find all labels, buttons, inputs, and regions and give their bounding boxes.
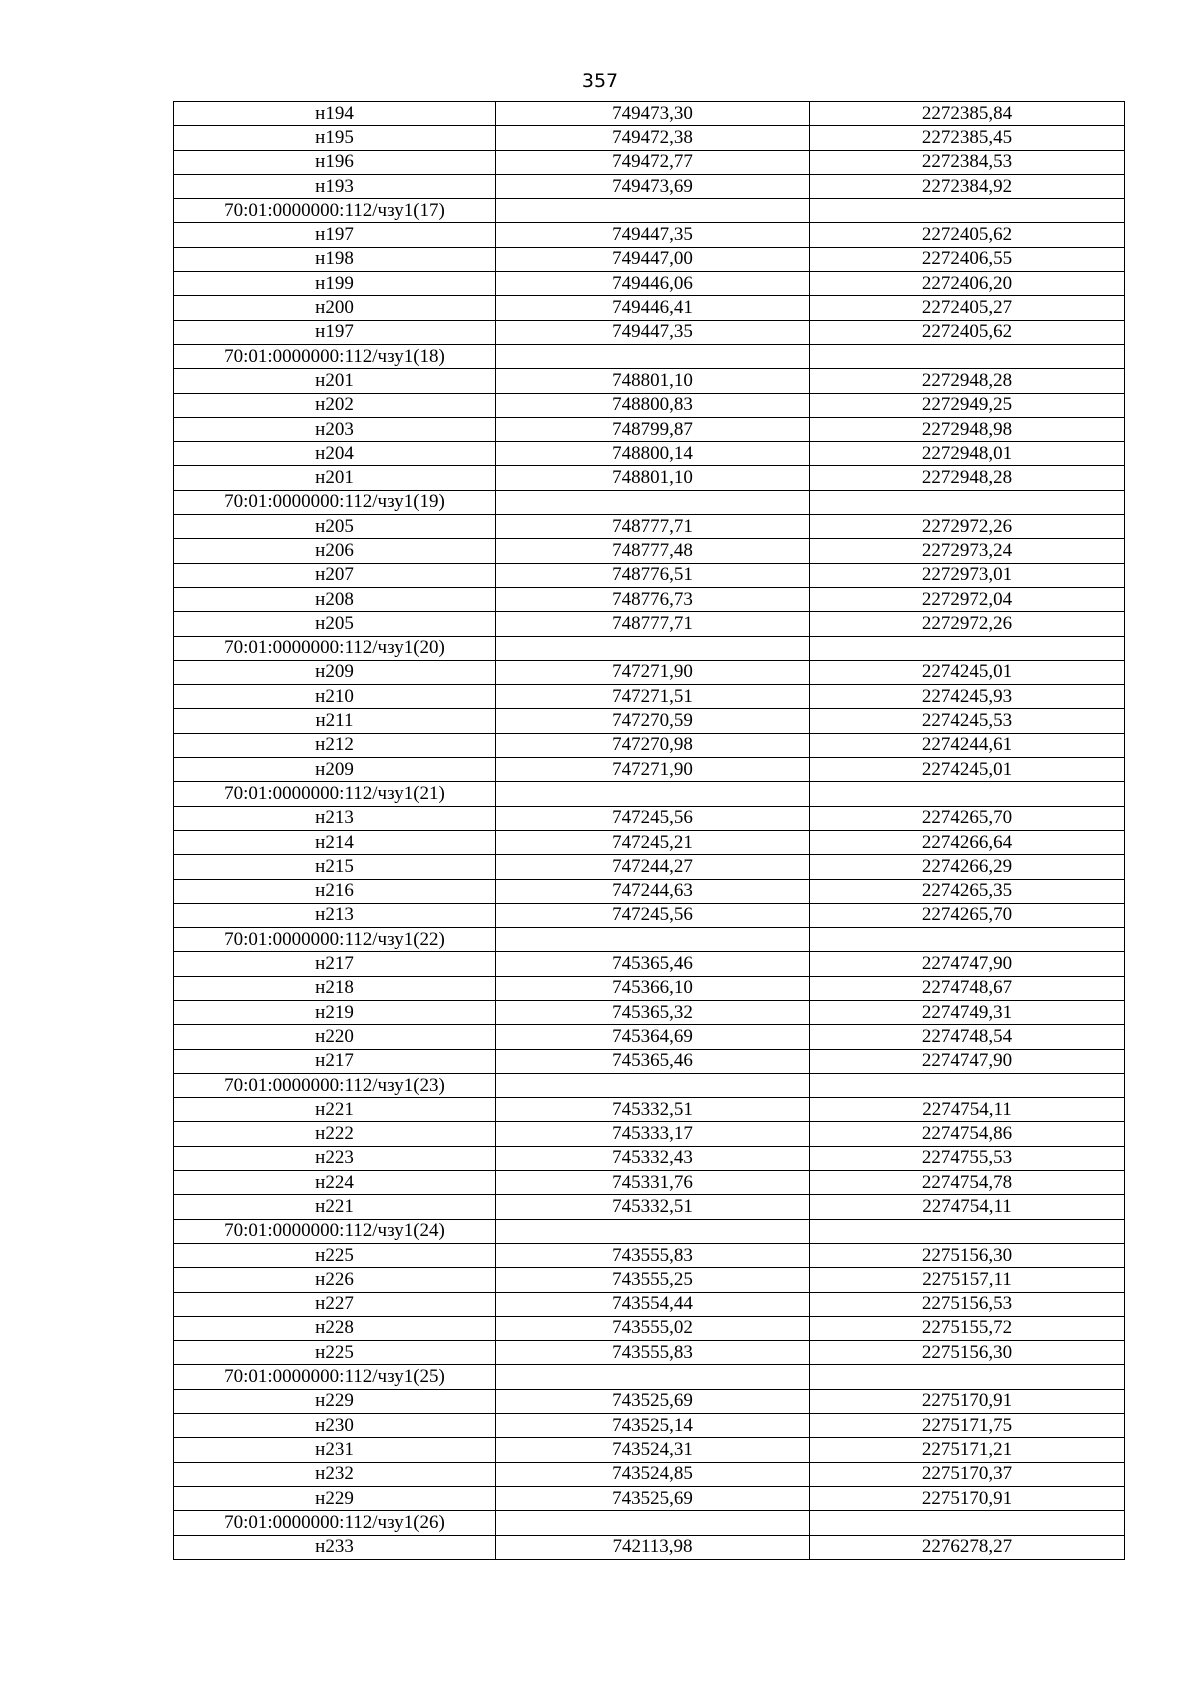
point-name-cell: н223 — [174, 1146, 496, 1170]
table-row — [174, 612, 1125, 636]
y-coordinate-cell: 2272406,55 — [810, 247, 1125, 271]
point-name-cell: н199 — [174, 272, 496, 296]
point-name-cell: н207 — [174, 563, 496, 587]
x-coordinate-cell: 748777,71 — [496, 612, 810, 636]
table-row — [174, 660, 1125, 684]
table-row — [174, 1025, 1125, 1049]
y-coordinate-cell: 2272384,92 — [810, 174, 1125, 198]
empty-cell — [496, 782, 810, 806]
empty-cell — [496, 1219, 810, 1243]
table-row — [174, 1243, 1125, 1267]
table-row — [174, 296, 1125, 320]
empty-cell — [810, 344, 1125, 368]
point-name-cell: н202 — [174, 393, 496, 417]
x-coordinate-cell: 745332,43 — [496, 1146, 810, 1170]
y-coordinate-cell: 2272949,25 — [810, 393, 1125, 417]
table-row — [174, 1268, 1125, 1292]
y-coordinate-cell: 2275171,21 — [810, 1438, 1125, 1462]
point-name-cell: н213 — [174, 903, 496, 927]
x-coordinate-cell: 747271,90 — [496, 758, 810, 782]
point-name-cell: н218 — [174, 976, 496, 1000]
table-row — [174, 442, 1125, 466]
section-label: 70:01:0000000:112/чзу1(26) — [174, 1511, 496, 1535]
table-row — [174, 1462, 1125, 1486]
table-row — [174, 903, 1125, 927]
empty-cell — [810, 782, 1125, 806]
table-row — [174, 1098, 1125, 1122]
point-name-cell: н198 — [174, 247, 496, 271]
y-coordinate-cell: 2274265,70 — [810, 903, 1125, 927]
point-name-cell: н221 — [174, 1195, 496, 1219]
table-row — [174, 1195, 1125, 1219]
point-name-cell: н220 — [174, 1025, 496, 1049]
point-name-cell: н227 — [174, 1292, 496, 1316]
point-name-cell: н208 — [174, 587, 496, 611]
x-coordinate-cell: 748777,71 — [496, 515, 810, 539]
x-coordinate-cell: 747245,56 — [496, 903, 810, 927]
y-coordinate-cell: 2275170,91 — [810, 1486, 1125, 1510]
y-coordinate-cell: 2274749,31 — [810, 1000, 1125, 1024]
x-coordinate-cell: 745365,32 — [496, 1000, 810, 1024]
x-coordinate-cell: 748776,73 — [496, 587, 810, 611]
point-name-cell: н209 — [174, 758, 496, 782]
empty-cell — [810, 490, 1125, 514]
table-row — [174, 174, 1125, 198]
page-number: 357 — [581, 70, 619, 92]
x-coordinate-cell: 743525,69 — [496, 1389, 810, 1413]
y-coordinate-cell: 2274244,61 — [810, 733, 1125, 757]
section-row — [174, 782, 1125, 806]
point-name-cell: н217 — [174, 1049, 496, 1073]
x-coordinate-cell: 743555,83 — [496, 1341, 810, 1365]
x-coordinate-cell: 743525,69 — [496, 1486, 810, 1510]
y-coordinate-cell: 2272948,28 — [810, 369, 1125, 393]
section-row — [174, 199, 1125, 223]
point-name-cell: н201 — [174, 466, 496, 490]
table-row — [174, 1146, 1125, 1170]
table-row — [174, 1049, 1125, 1073]
table-row — [174, 733, 1125, 757]
x-coordinate-cell: 745364,69 — [496, 1025, 810, 1049]
table-row — [174, 952, 1125, 976]
point-name-cell: н211 — [174, 709, 496, 733]
y-coordinate-cell: 2272405,62 — [810, 223, 1125, 247]
point-name-cell: н210 — [174, 685, 496, 709]
point-name-cell: н228 — [174, 1316, 496, 1340]
empty-cell — [496, 1073, 810, 1097]
y-coordinate-cell: 2275170,37 — [810, 1462, 1125, 1486]
table-row — [174, 563, 1125, 587]
y-coordinate-cell: 2272973,01 — [810, 563, 1125, 587]
y-coordinate-cell: 2274265,70 — [810, 806, 1125, 830]
table-row — [174, 417, 1125, 441]
x-coordinate-cell: 749447,00 — [496, 247, 810, 271]
table-row — [174, 855, 1125, 879]
section-row — [174, 1365, 1125, 1389]
empty-cell — [496, 1511, 810, 1535]
y-coordinate-cell: 2274754,11 — [810, 1098, 1125, 1122]
x-coordinate-cell: 749447,35 — [496, 223, 810, 247]
x-coordinate-cell: 742113,98 — [496, 1535, 810, 1559]
point-name-cell: н193 — [174, 174, 496, 198]
point-name-cell: н214 — [174, 830, 496, 854]
point-name-cell: н205 — [174, 612, 496, 636]
x-coordinate-cell: 749446,41 — [496, 296, 810, 320]
x-coordinate-cell: 743555,83 — [496, 1243, 810, 1267]
table-row — [174, 272, 1125, 296]
point-name-cell: н222 — [174, 1122, 496, 1146]
point-name-cell: н215 — [174, 855, 496, 879]
y-coordinate-cell: 2272948,01 — [810, 442, 1125, 466]
point-name-cell: н225 — [174, 1243, 496, 1267]
point-name-cell: н216 — [174, 879, 496, 903]
section-row — [174, 928, 1125, 952]
y-coordinate-cell: 2272385,45 — [810, 126, 1125, 150]
y-coordinate-cell: 2274747,90 — [810, 1049, 1125, 1073]
table-row — [174, 515, 1125, 539]
table-row — [174, 1438, 1125, 1462]
x-coordinate-cell: 745332,51 — [496, 1098, 810, 1122]
section-label: 70:01:0000000:112/чзу1(21) — [174, 782, 496, 806]
point-name-cell: н229 — [174, 1389, 496, 1413]
x-coordinate-cell: 745365,46 — [496, 1049, 810, 1073]
y-coordinate-cell: 2275170,91 — [810, 1389, 1125, 1413]
x-coordinate-cell: 745365,46 — [496, 952, 810, 976]
table-row — [174, 1389, 1125, 1413]
x-coordinate-cell: 749473,69 — [496, 174, 810, 198]
section-label: 70:01:0000000:112/чзу1(19) — [174, 490, 496, 514]
y-coordinate-cell: 2275171,75 — [810, 1414, 1125, 1438]
table-row — [174, 369, 1125, 393]
section-label: 70:01:0000000:112/чзу1(18) — [174, 344, 496, 368]
y-coordinate-cell: 2274748,67 — [810, 976, 1125, 1000]
empty-cell — [810, 199, 1125, 223]
table-row — [174, 126, 1125, 150]
table-row — [174, 587, 1125, 611]
x-coordinate-cell: 747244,63 — [496, 879, 810, 903]
y-coordinate-cell: 2272972,26 — [810, 612, 1125, 636]
point-name-cell: н233 — [174, 1535, 496, 1559]
table-row — [174, 466, 1125, 490]
y-coordinate-cell: 2275156,53 — [810, 1292, 1125, 1316]
x-coordinate-cell: 743554,44 — [496, 1292, 810, 1316]
point-name-cell: н196 — [174, 150, 496, 174]
point-name-cell: н213 — [174, 806, 496, 830]
point-name-cell: н224 — [174, 1171, 496, 1195]
y-coordinate-cell: 2272972,04 — [810, 587, 1125, 611]
section-row — [174, 344, 1125, 368]
x-coordinate-cell: 745366,10 — [496, 976, 810, 1000]
table-row — [174, 150, 1125, 174]
x-coordinate-cell: 747244,27 — [496, 855, 810, 879]
x-coordinate-cell: 747270,98 — [496, 733, 810, 757]
y-coordinate-cell: 2275157,11 — [810, 1268, 1125, 1292]
x-coordinate-cell: 748801,10 — [496, 369, 810, 393]
table-row — [174, 393, 1125, 417]
empty-cell — [496, 490, 810, 514]
y-coordinate-cell: 2276278,27 — [810, 1535, 1125, 1559]
table-row — [174, 1000, 1125, 1024]
x-coordinate-cell: 748776,51 — [496, 563, 810, 587]
table-row — [174, 1341, 1125, 1365]
x-coordinate-cell: 748801,10 — [496, 466, 810, 490]
y-coordinate-cell: 2272406,20 — [810, 272, 1125, 296]
x-coordinate-cell: 745333,17 — [496, 1122, 810, 1146]
point-name-cell: н206 — [174, 539, 496, 563]
table-row — [174, 976, 1125, 1000]
y-coordinate-cell: 2272405,27 — [810, 296, 1125, 320]
table-row — [174, 1316, 1125, 1340]
coordinates-table — [173, 101, 1125, 1560]
y-coordinate-cell: 2275156,30 — [810, 1341, 1125, 1365]
section-label: 70:01:0000000:112/чзу1(25) — [174, 1365, 496, 1389]
y-coordinate-cell: 2274755,53 — [810, 1146, 1125, 1170]
table-row — [174, 539, 1125, 563]
point-name-cell: н229 — [174, 1486, 496, 1510]
empty-cell — [810, 1073, 1125, 1097]
y-coordinate-cell: 2272973,24 — [810, 539, 1125, 563]
section-row — [174, 1511, 1125, 1535]
empty-cell — [810, 1219, 1125, 1243]
point-name-cell: н197 — [174, 320, 496, 344]
point-name-cell: н231 — [174, 1438, 496, 1462]
x-coordinate-cell: 743524,85 — [496, 1462, 810, 1486]
y-coordinate-cell: 2274747,90 — [810, 952, 1125, 976]
y-coordinate-cell: 2274265,35 — [810, 879, 1125, 903]
x-coordinate-cell: 745332,51 — [496, 1195, 810, 1219]
x-coordinate-cell: 748799,87 — [496, 417, 810, 441]
x-coordinate-cell: 749473,30 — [496, 102, 810, 126]
section-row — [174, 1073, 1125, 1097]
point-name-cell: н221 — [174, 1098, 496, 1122]
x-coordinate-cell: 743524,31 — [496, 1438, 810, 1462]
x-coordinate-cell: 743555,25 — [496, 1268, 810, 1292]
point-name-cell: н212 — [174, 733, 496, 757]
table-row — [174, 1414, 1125, 1438]
empty-cell — [496, 1365, 810, 1389]
y-coordinate-cell: 2274245,93 — [810, 685, 1125, 709]
empty-cell — [810, 928, 1125, 952]
point-name-cell: н232 — [174, 1462, 496, 1486]
point-name-cell: н225 — [174, 1341, 496, 1365]
coordinates-table-body — [174, 102, 1125, 1560]
table-row — [174, 247, 1125, 271]
y-coordinate-cell: 2272972,26 — [810, 515, 1125, 539]
table-row — [174, 830, 1125, 854]
y-coordinate-cell: 2274245,01 — [810, 758, 1125, 782]
x-coordinate-cell: 747245,21 — [496, 830, 810, 854]
point-name-cell: н201 — [174, 369, 496, 393]
table-row — [174, 758, 1125, 782]
section-label: 70:01:0000000:112/чзу1(23) — [174, 1073, 496, 1097]
y-coordinate-cell: 2272384,53 — [810, 150, 1125, 174]
x-coordinate-cell: 747270,59 — [496, 709, 810, 733]
x-coordinate-cell: 743555,02 — [496, 1316, 810, 1340]
point-name-cell: н197 — [174, 223, 496, 247]
section-row — [174, 636, 1125, 660]
table-row — [174, 1171, 1125, 1195]
x-coordinate-cell: 749446,06 — [496, 272, 810, 296]
y-coordinate-cell: 2274245,01 — [810, 660, 1125, 684]
x-coordinate-cell: 748777,48 — [496, 539, 810, 563]
section-label: 70:01:0000000:112/чзу1(22) — [174, 928, 496, 952]
empty-cell — [496, 344, 810, 368]
x-coordinate-cell: 748800,83 — [496, 393, 810, 417]
point-name-cell: н219 — [174, 1000, 496, 1024]
y-coordinate-cell: 2275155,72 — [810, 1316, 1125, 1340]
table-row — [174, 320, 1125, 344]
table-row — [174, 1486, 1125, 1510]
table-row — [174, 1535, 1125, 1559]
x-coordinate-cell: 747271,90 — [496, 660, 810, 684]
table-row — [174, 806, 1125, 830]
y-coordinate-cell: 2274748,54 — [810, 1025, 1125, 1049]
y-coordinate-cell: 2272948,28 — [810, 466, 1125, 490]
table-row — [174, 685, 1125, 709]
section-row — [174, 1219, 1125, 1243]
empty-cell — [810, 1365, 1125, 1389]
x-coordinate-cell: 747245,56 — [496, 806, 810, 830]
point-name-cell: н230 — [174, 1414, 496, 1438]
y-coordinate-cell: 2274754,78 — [810, 1171, 1125, 1195]
table-row — [174, 102, 1125, 126]
section-label: 70:01:0000000:112/чзу1(20) — [174, 636, 496, 660]
y-coordinate-cell: 2274266,64 — [810, 830, 1125, 854]
y-coordinate-cell: 2272385,84 — [810, 102, 1125, 126]
point-name-cell: н209 — [174, 660, 496, 684]
point-name-cell: н226 — [174, 1268, 496, 1292]
y-coordinate-cell: 2274266,29 — [810, 855, 1125, 879]
table-row — [174, 879, 1125, 903]
y-coordinate-cell: 2272405,62 — [810, 320, 1125, 344]
x-coordinate-cell: 749472,77 — [496, 150, 810, 174]
y-coordinate-cell: 2274754,11 — [810, 1195, 1125, 1219]
empty-cell — [496, 199, 810, 223]
y-coordinate-cell: 2274245,53 — [810, 709, 1125, 733]
empty-cell — [810, 1511, 1125, 1535]
point-name-cell: н204 — [174, 442, 496, 466]
point-name-cell: н200 — [174, 296, 496, 320]
section-label: 70:01:0000000:112/чзу1(24) — [174, 1219, 496, 1243]
point-name-cell: н195 — [174, 126, 496, 150]
table-row — [174, 709, 1125, 733]
x-coordinate-cell: 747271,51 — [496, 685, 810, 709]
table-row — [174, 1292, 1125, 1316]
x-coordinate-cell: 743525,14 — [496, 1414, 810, 1438]
x-coordinate-cell: 749472,38 — [496, 126, 810, 150]
empty-cell — [496, 928, 810, 952]
table-row — [174, 1122, 1125, 1146]
point-name-cell: н203 — [174, 417, 496, 441]
table-row — [174, 223, 1125, 247]
section-row — [174, 490, 1125, 514]
empty-cell — [810, 636, 1125, 660]
y-coordinate-cell: 2272948,98 — [810, 417, 1125, 441]
y-coordinate-cell: 2275156,30 — [810, 1243, 1125, 1267]
point-name-cell: н205 — [174, 515, 496, 539]
section-label: 70:01:0000000:112/чзу1(17) — [174, 199, 496, 223]
y-coordinate-cell: 2274754,86 — [810, 1122, 1125, 1146]
point-name-cell: н217 — [174, 952, 496, 976]
empty-cell — [496, 636, 810, 660]
x-coordinate-cell: 749447,35 — [496, 320, 810, 344]
x-coordinate-cell: 745331,76 — [496, 1171, 810, 1195]
point-name-cell: н194 — [174, 102, 496, 126]
x-coordinate-cell: 748800,14 — [496, 442, 810, 466]
